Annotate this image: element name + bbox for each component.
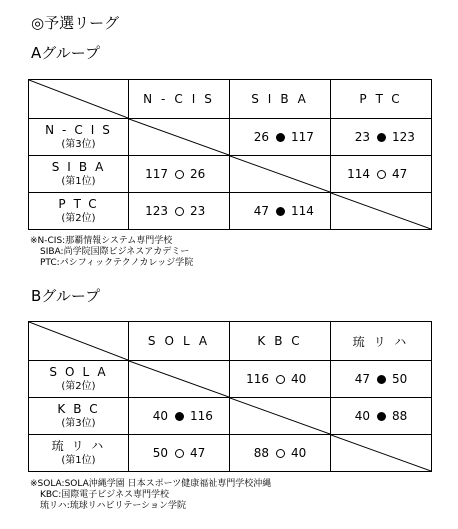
score-opponent: 114 — [291, 204, 314, 218]
self-match-cell — [331, 193, 432, 230]
group-b-note-1: ※SOLA:SOLA沖縄学園 日本スポーツ健康福祉専門学校沖縄 — [30, 479, 272, 489]
open-circle-icon — [175, 207, 184, 216]
score-cell — [331, 398, 432, 435]
team-name: SOLA — [49, 365, 114, 379]
self-match-cell — [230, 398, 331, 435]
filled-circle-icon — [377, 375, 386, 384]
score — [138, 446, 220, 460]
win-mark-icon — [370, 372, 392, 386]
diagonal-line — [331, 435, 431, 471]
loss-mark-icon — [370, 167, 392, 181]
team-rank: (第3位) — [61, 139, 96, 150]
score-opponent: 47 — [190, 446, 206, 460]
header-row — [29, 322, 432, 361]
table-row — [29, 361, 432, 398]
score — [239, 130, 321, 144]
team-name: SIBA — [51, 160, 112, 174]
corner-cell — [29, 80, 129, 119]
group-a-note-1: ※N-CIS:那覇情報システム専門学校 — [30, 236, 173, 246]
team-rank: (第1位) — [61, 176, 96, 187]
self-match-cell — [230, 156, 331, 193]
row-header — [29, 361, 129, 398]
diagonal-line — [331, 193, 431, 229]
score-cell — [230, 435, 331, 472]
score — [239, 446, 321, 460]
score-cell — [230, 193, 331, 230]
column-header-label: 琉リハ — [352, 334, 416, 349]
team-name: 琉リハ — [51, 439, 112, 453]
filled-circle-icon — [377, 133, 386, 142]
table-row — [29, 398, 432, 435]
self-match-cell — [331, 435, 432, 472]
header-row — [29, 80, 432, 119]
group-b-note-2: KBC:国際電子ビジネス専門学校 — [40, 490, 169, 500]
score — [138, 409, 220, 423]
diagonal-line — [230, 156, 330, 192]
score — [239, 372, 321, 386]
score-opponent: 123 — [392, 130, 415, 144]
score-own: 88 — [253, 446, 269, 460]
team-name: N-CIS — [45, 123, 118, 137]
group-b-note-3: 琉リハ:琉球リハビリテーション学院 — [40, 501, 186, 511]
column-header — [230, 322, 331, 361]
win-mark-icon — [269, 204, 291, 218]
loss-mark-icon — [168, 446, 190, 460]
score-opponent: 47 — [392, 167, 408, 181]
team-rank: (第2位) — [61, 381, 96, 392]
table-row — [29, 435, 432, 472]
score-cell — [230, 361, 331, 398]
score — [239, 204, 321, 218]
score-cell — [129, 156, 230, 193]
filled-circle-icon — [276, 133, 285, 142]
score-own: 47 — [354, 372, 370, 386]
score-opponent: 50 — [392, 372, 408, 386]
score-opponent: 117 — [291, 130, 314, 144]
open-circle-icon — [276, 375, 285, 384]
column-header-label: SIBA — [251, 92, 315, 106]
win-mark-icon — [269, 130, 291, 144]
score-cell — [129, 193, 230, 230]
score-cell — [331, 361, 432, 398]
page-title: ◎予選リーグ — [31, 14, 120, 32]
diagonal-line — [29, 80, 128, 118]
column-header — [129, 80, 230, 119]
score-cell — [129, 398, 230, 435]
score — [340, 130, 422, 144]
score — [340, 409, 422, 423]
column-header-label: KBC — [257, 334, 309, 348]
table-row — [29, 193, 432, 230]
score-cell — [129, 435, 230, 472]
row-header — [29, 119, 129, 156]
team-rank: (第3位) — [61, 418, 96, 429]
score-own: 40 — [152, 409, 168, 423]
win-mark-icon — [168, 409, 190, 423]
score-cell — [331, 156, 432, 193]
self-match-cell — [129, 361, 230, 398]
table-row — [29, 156, 432, 193]
score-own: 123 — [145, 204, 168, 218]
score-cell — [331, 119, 432, 156]
score-opponent: 40 — [291, 446, 307, 460]
column-header — [331, 80, 432, 119]
score-opponent: 88 — [392, 409, 408, 423]
filled-circle-icon — [175, 412, 184, 421]
score-opponent: 116 — [190, 409, 213, 423]
loss-mark-icon — [269, 446, 291, 460]
filled-circle-icon — [276, 207, 285, 216]
column-header-label: PTC — [359, 92, 409, 106]
group-b-notes — [30, 479, 271, 512]
score — [138, 204, 220, 218]
table-row — [29, 119, 432, 156]
score-opponent: 26 — [190, 167, 206, 181]
group-a-notes — [30, 236, 193, 269]
filled-circle-icon — [377, 412, 386, 421]
loss-mark-icon — [168, 204, 190, 218]
column-header-label: SOLA — [147, 334, 217, 348]
group-a-table — [28, 79, 432, 230]
score-own: 26 — [253, 130, 269, 144]
open-circle-icon — [175, 449, 184, 458]
score-own: 47 — [253, 204, 269, 218]
group-b-title: Bグループ — [31, 287, 101, 305]
row-header — [29, 156, 129, 193]
score-own: 114 — [347, 167, 370, 181]
row-header — [29, 435, 129, 472]
score-cell — [230, 119, 331, 156]
team-rank: (第2位) — [61, 213, 96, 224]
group-b-table — [28, 321, 432, 472]
column-header — [129, 322, 230, 361]
open-circle-icon — [276, 449, 285, 458]
score — [340, 372, 422, 386]
group-a-note-3: PTC:パシフィックテクノカレッジ学院 — [40, 258, 194, 268]
score — [138, 167, 220, 181]
score-own: 40 — [354, 409, 370, 423]
column-header — [331, 322, 432, 361]
score-own: 117 — [145, 167, 168, 181]
win-mark-icon — [370, 130, 392, 144]
self-match-cell — [129, 119, 230, 156]
loss-mark-icon — [168, 167, 190, 181]
loss-mark-icon — [269, 372, 291, 386]
corner-cell — [29, 322, 129, 361]
column-header — [230, 80, 331, 119]
team-rank: (第1位) — [61, 455, 96, 466]
score-own: 23 — [354, 130, 370, 144]
diagonal-line — [29, 322, 128, 360]
score-opponent: 23 — [190, 204, 206, 218]
diagonal-line — [129, 361, 229, 397]
score-own: 116 — [246, 372, 269, 386]
row-header — [29, 193, 129, 230]
group-a-note-2: SIBA:尚学院国際ビジネスアカデミー — [40, 247, 190, 257]
win-mark-icon — [370, 409, 392, 423]
score-opponent: 40 — [291, 372, 307, 386]
score — [340, 167, 422, 181]
diagonal-line — [230, 398, 330, 434]
team-name: KBC — [57, 402, 106, 416]
open-circle-icon — [175, 170, 184, 179]
row-header — [29, 398, 129, 435]
score-own: 50 — [152, 446, 168, 460]
team-name: PTC — [58, 197, 105, 211]
group-a-title: Aグループ — [31, 44, 101, 62]
column-header-label: N-CIS — [143, 92, 221, 106]
diagonal-line — [129, 119, 229, 155]
open-circle-icon — [377, 170, 386, 179]
